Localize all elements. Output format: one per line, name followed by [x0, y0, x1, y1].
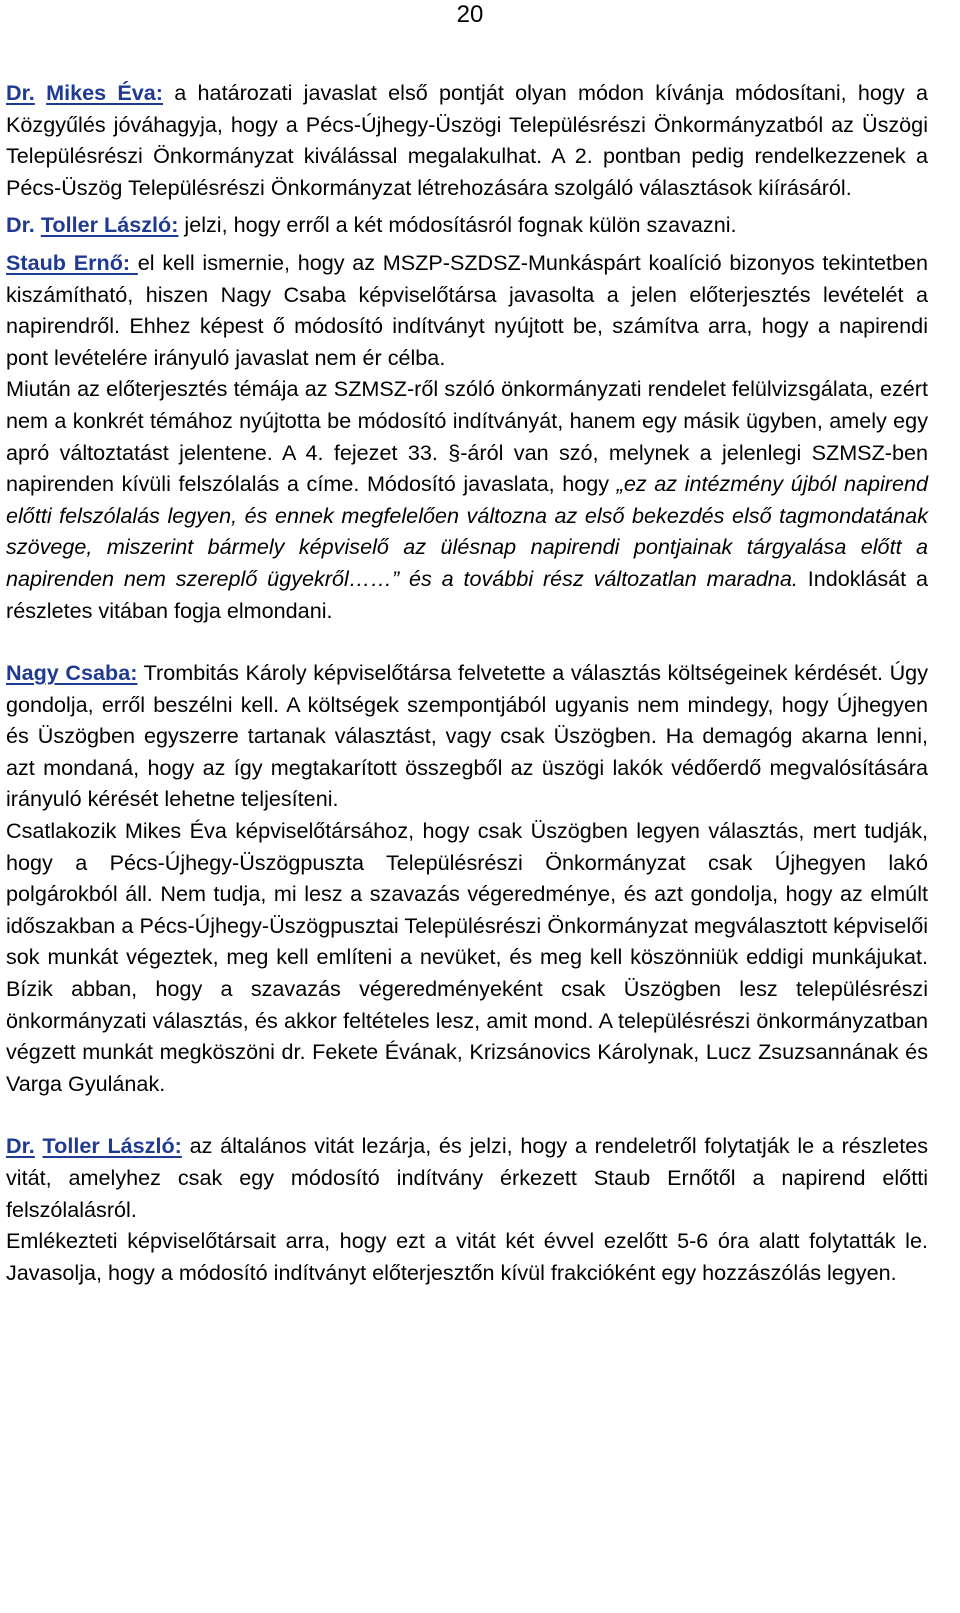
- page-number: 20: [456, 1, 484, 28]
- speaker-name: Mikes Éva:: [46, 80, 163, 105]
- quoted-proposal: „ez az intézmény újból napirend előtti felszólalás legyen, és ennek megfelelően változna az első bekezdés első tagmondatának szövege, miszerint bármely képviselő az ülésnap napirendi pontjainak tárgyalása előtt a napirenden nem szereplő ügyekről……” és a további rész változatlan maradna.: [6, 471, 928, 591]
- paragraph-text: jelzi, hogy erről a két módosításról fognak külön szavazni.: [178, 212, 737, 238]
- paragraph-text: a határozati javaslat első pontját olyan módon kívánja módosítani, hogy a Közgyűlés jóváhagyja, hogy a Pécs-Újhegy-Üszögi Településrészi Önkormányzatból az Üszögi Településrészi Önkormányzat kiválással megalakulhat. A 2. pontban pedig rendelkezzenek a Pécs-Üszög Településrészi Önkormányzat létrehozására szolgáló választások kiírásáról.: [6, 80, 929, 200]
- paragraph-mikes-eva: [6, 77, 928, 203]
- paragraph-text: az általános vitát lezárja, és jelzi, hogy a rendeletről folytatják le a részletes vitát, amelyhez csak egy módosító indítvány érkezett Staub Ernőtől a napirend előtti felszólalásról.: [6, 1133, 929, 1222]
- speaker-name: Staub Ernő:: [6, 249, 138, 275]
- paragraph-text: Trombitás Károly képviselőtársa felvetette a választás költségeinek kérdését. Úgy gondolja, erről beszélni kell. A költségek szempontjából ugyanis nem mindegy, hogy Újhegyen és Üszögben egyszerre tartanak választást, vagy csak Üszögben. Ha demagóg akarna lenni, azt mondaná, hogy az így megtakarított összegből az üszögi lakók védőerdő megvalósítására irányuló kérését lehetne teljesíteni.: [6, 660, 928, 812]
- paragraph-csatlakozik: [6, 815, 928, 1099]
- paragraph-text-before: Miután az előterjesztés témája az SZMSZ-ről szóló önkormányzati rendelet felülvizsgálata, ezért nem a konkrét témához nyújtotta be módosító indítványát, hanem egy másik ügyben, amely egy apró változtatást jelentene. A 4. fejezet 33.: [6, 376, 928, 465]
- speaker-name: Toller László:: [40, 212, 179, 238]
- speaker-name: Toller László:: [42, 1133, 182, 1159]
- paragraph-nagy-csaba: [6, 657, 928, 815]
- paragraph-szmsz: [6, 373, 928, 626]
- document-body: [6, 77, 928, 1288]
- paragraph-text: Csatlakozik Mikes Éva képviselőtársához, hogy csak Üszögben legyen választás, mert tudják, hogy a Pécs-Újhegy-Üszögpuszta Településrészi Önkormányzat csak Újhegyen lakó polgárokból áll. Nem tudja, mi lesz a szavazás végeredménye, és azt gondolja, hogy az elmúlt időszakban a Pécs-Újhegy-Üszögpusztai Településrészi Önkormányzat megválasztott képviselői sok munkát végeztek, meg kell említeni a nevüket, és meg kell köszönniük eddigi munkájukat. Bízik abban, hogy a szavazás végeredményeként csak Üszögben lesz településrészi önkormányzati választás, és akkor feltételes lesz, amit mond. A településrészi önkormányzatban végzett munkát megköszöni dr. Fekete Évának, Krizsánovics Károlynak, Lucz Zsuzsannának és Varga Gyulának.: [6, 818, 928, 1096]
- paragraph-text-after-section: -áról van szó, melynek a jelenlegi SZMSZ-ben napirenden kívüli felszólalás a címe. Módosító javaslata, hogy: [6, 439, 928, 497]
- speaker-prefix: Dr.: [6, 212, 35, 238]
- paragraph-text-end: Indoklását a részletes vitában fogja elmondani.: [6, 565, 929, 623]
- speaker-prefix: Dr.: [6, 1133, 35, 1159]
- paragraph-toller-laszlo-1: [6, 209, 928, 241]
- section-sign: §: [448, 439, 461, 465]
- speaker-prefix: Dr.: [6, 80, 35, 105]
- speaker-name: Nagy Csaba:: [6, 660, 138, 686]
- paragraph-emlekezteti: [6, 1225, 928, 1288]
- paragraph-toller-laszlo-2: [6, 1130, 928, 1225]
- paragraph-text: el kell ismernie, hogy az MSZP-SZDSZ-Munkáspárt koalíció bizonyos tekintetben kiszámítható, hiszen Nagy Csaba képviselőtársa javasolta a jelen előterjesztés levételét a napirendről. Ehhez képest ő módosító indítványt nyújtott be, számítva arra, hogy a napirendi pont levételére irányuló javaslat nem ér célba.: [6, 249, 928, 370]
- paragraph-staub-erno: [6, 247, 928, 373]
- paragraph-text: Emlékezteti képviselőtársait arra, hogy ezt a vitát két évvel ezelőtt 5-6 óra alatt folytatták le. Javasolja, hogy a módosító indítványt előterjesztőn kívül frakcióként egy hozzászólás legyen.: [6, 1228, 928, 1285]
